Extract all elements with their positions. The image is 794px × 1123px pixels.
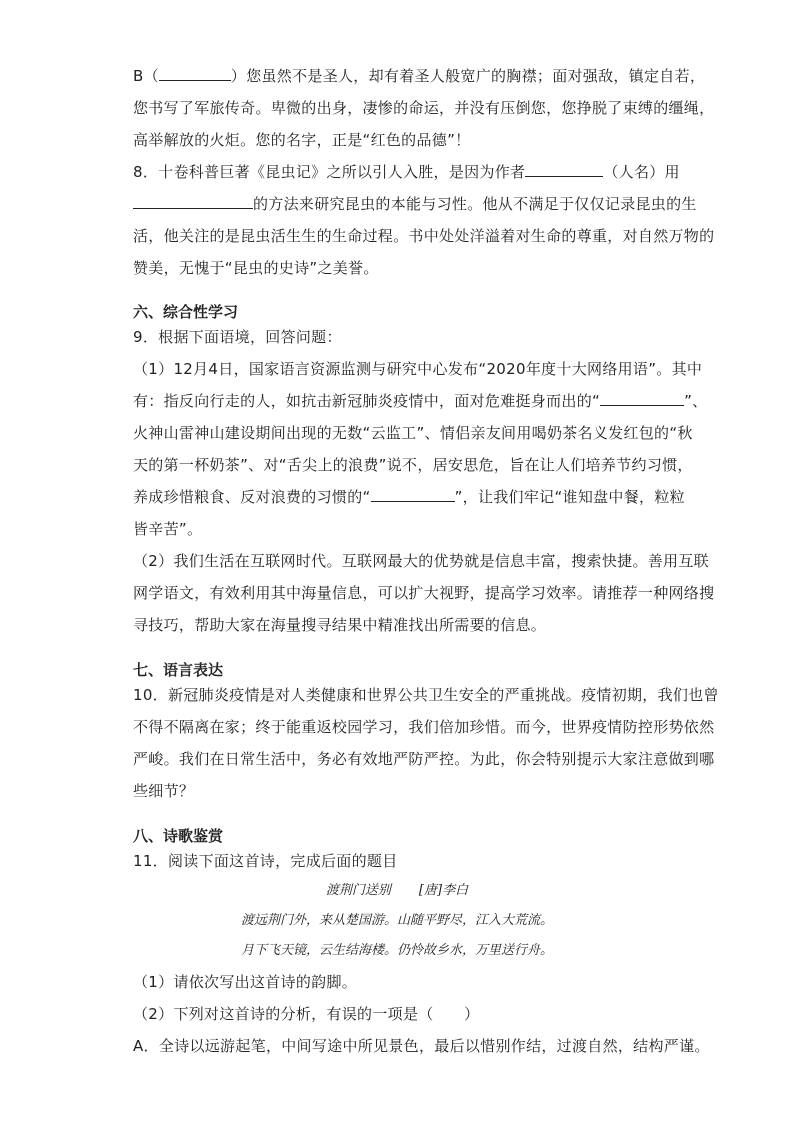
poem-line1: 渡远荆门外，来从楚国游。山随平野尽，江入大荒流。 xyxy=(240,913,553,928)
q11-sub2: （2）下列对这首诗的分析，有误的一项是（ ） xyxy=(133,1005,480,1023)
q9-p1-text-b: ”、 xyxy=(684,392,708,410)
q7-option-b-line2: 您书写了军旅传奇。卑微的出身，凄惨的命运，并没有压倒您，您挣脱了束缚的缰绳， xyxy=(133,99,715,117)
poem-author: [唐]李白 xyxy=(418,883,469,898)
q7-option-b-line1 xyxy=(133,66,705,86)
q7b-suffix: ）您虽然不是圣人，却有着圣人般宽广的胸襟；面对强敌，镇定自若， xyxy=(230,67,706,85)
q9-p1-line6: 皆辛苦”。 xyxy=(133,520,203,538)
poem-title-line xyxy=(0,882,794,900)
q9-p1-text-a: 有：指反向行走的人，如抗击新冠肺炎疫情中，面对危难挺身而出的“ xyxy=(133,392,601,410)
q9-p1-line1: （1）12月4日，国家语言资源监测与研究中心发布“2020年度十大网络用语”。其中 xyxy=(133,360,703,378)
q10-line3: 严峻。我们在日常生活中，务必有效地严防严控。为此，你会特别提示大家注意做到哪 xyxy=(133,750,715,768)
q9-p1-text-d: ”，让我们牢记“谁知盘中餐，粒粒 xyxy=(454,488,685,506)
answer-blank[interactable] xyxy=(159,66,231,81)
q11-intro: 11．阅读下面这首诗，完成后面的题目 xyxy=(133,852,398,870)
q9-p1-line3: 火神山雷神山建设期间出现的无数“云监工”、情侣亲友间用喝奶茶名义发红包的“秋 xyxy=(133,424,693,442)
q7b-prefix: B（ xyxy=(133,67,159,85)
q8-line1 xyxy=(133,162,680,182)
q8-text-a: 8．十卷科普巨著《昆虫记》之所以引人入胜，是因为作者 xyxy=(133,163,526,181)
q9-p2-line3: 寻技巧，帮助大家在海量搜寻结果中精准找出所需要的信息。 xyxy=(133,616,547,634)
q8-line3: 活，他关注的是昆虫活生生的生命过程。书中处处洋溢着对生命的尊重，对自然万物的 xyxy=(133,227,715,245)
q9-p1-line2 xyxy=(133,391,707,411)
q8-line2 xyxy=(133,194,697,214)
poem-line2: 月下飞天镜，云生结海楼。仍怜故乡水，万里送行舟。 xyxy=(240,943,553,958)
q10-line1: 10．新冠肺炎疫情是对人类健康和世界公共卫生安全的严重挑战。疫情初期，我们也曾 xyxy=(133,686,719,704)
q8-line4: 赞美，无愧于“昆虫的史诗”之美誉。 xyxy=(133,259,379,277)
answer-blank[interactable] xyxy=(133,194,253,209)
q9-p2-line1: （2）我们生活在互联网时代。互联网最大的优势就是信息丰富，搜索快捷。善用互联 xyxy=(133,552,709,570)
q7-option-b-line3: 高举解放的火炬。您的名字，正是“红色的品德”！ xyxy=(133,131,471,149)
section-heading: 六、综合性学习 xyxy=(133,303,239,321)
section-heading: 八、诗歌鉴赏 xyxy=(133,827,224,845)
answer-blank[interactable] xyxy=(600,391,684,406)
q10-line4: 些细节？ xyxy=(133,782,195,800)
q9-p1-text-c: 养成珍惜粮食、反对浪费的习惯的“ xyxy=(133,488,371,506)
q9-p1-line5 xyxy=(133,487,685,507)
answer-blank[interactable] xyxy=(371,487,455,502)
q8-text-c: 的方法来研究昆虫的本能与习性。他从不满足于仅仅记录昆虫的生 xyxy=(253,195,697,213)
q9-intro: 9．根据下面语境，回答问题： xyxy=(133,328,342,346)
answer-blank[interactable] xyxy=(525,162,603,177)
q11-sub1: （1）请依次写出这首诗的韵脚。 xyxy=(133,973,358,991)
q9-p1-line4: 天的第一杯奶茶”、对“舌尖上的浪费”说不，居安思危，旨在让人们培养节约习惯， xyxy=(133,456,693,474)
q10-line2: 不得不隔离在家；终于能重返校园学习，我们倍加珍惜。而今，世界疫情防控形势依然 xyxy=(133,718,715,736)
q11-option-a: A．全诗以远游起笔，中间写途中所见景色，最后以惜别作结，过渡自然，结构严谨。 xyxy=(133,1037,710,1055)
q8-text-b: （人名）用 xyxy=(603,163,680,181)
section-heading: 七、语言表达 xyxy=(133,661,224,679)
q9-p2-line2: 网学语文，有效利用其中海量信息，可以扩大视野，提高学习效率。请推荐一种网络搜 xyxy=(133,584,715,602)
poem-title: 渡荆门送别 xyxy=(325,883,391,898)
